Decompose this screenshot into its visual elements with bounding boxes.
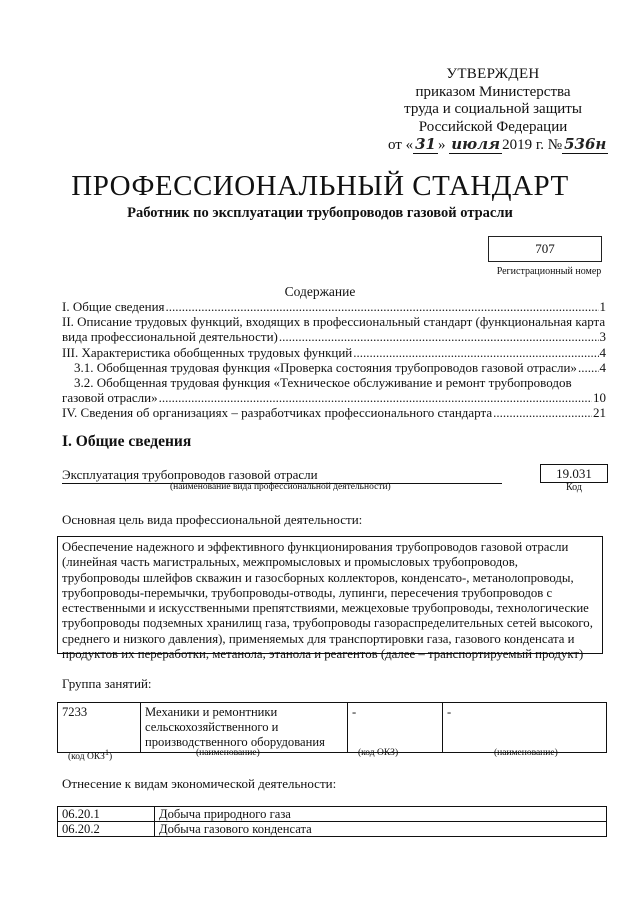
approval-line-ministry: труда и социальной защиты: [404, 101, 582, 117]
caption-name-2: (наименование): [494, 748, 558, 758]
date-prefix: от «: [388, 137, 414, 153]
okved-name-cell: Добыча газового конденсата: [155, 822, 607, 837]
date-month: июля: [451, 135, 501, 153]
date-year: 2019 г. №: [502, 137, 563, 153]
toc-item[interactable]: 3.1. Обобщенная трудовая функция «Проверка состояния трубопроводов газовой отрасли» ..... 4: [62, 360, 606, 375]
table-row: [58, 807, 607, 822]
goal-text-box: Обеспечение надежного и эффективного функционирования трубопроводов газовой отрасли (линейная часть магистральных, межпромысловых и промысловых трубопроводов, трубопроводы шлейфов скважин и газосборных коллекторов, конденсато-, метанолопроводы, трубопроводы-перемычки, трубопроводы-отводы, лупинги, пересечения трубопроводов с естественными и искусственными препятствиями, межцеховые трубопроводы, технологические трубопроводы подземных хранилищ газа, трубопроводы газораспределительных сетей высокого, среднего и низкого давления), применяемых для транспортировки газа, газового конденсата и продуктов их переработки, метанола, этанола и реагентов (далее – транспортируемый продукт): [57, 536, 603, 654]
document-title: ПРОФЕССИОНАЛЬНЫЙ СТАНДАРТ: [71, 170, 569, 202]
okz-code-cell-2: -: [348, 703, 443, 753]
table-row: [58, 822, 607, 837]
toc-item[interactable]: 3.2. Обобщенная трудовая функция «Техническое обслуживание и ремонт трубопроводов газовой отрасли» ..... 10: [62, 375, 606, 405]
document-subtitle: Работник по эксплуатации трубопроводов газовой отрасли: [127, 205, 513, 221]
registration-number-box: 707: [488, 236, 602, 262]
approval-line-country: Российской Федерации: [418, 118, 568, 135]
table-of-contents: [62, 299, 606, 421]
activity-caption: (наименование вида профессиональной деятельности): [170, 482, 391, 492]
activity-name: Эксплуатация трубопроводов газовой отрасли: [62, 467, 502, 484]
order-number: 536н: [564, 135, 607, 153]
econ-activity-label: Отнесение к видам экономической деятельности:: [62, 776, 337, 791]
caption-name: (наименование): [196, 748, 260, 758]
okved-code-cell: 06.20.2: [58, 822, 155, 837]
occupation-group-table: [57, 702, 607, 753]
approval-line-order: приказом Министерства: [415, 83, 571, 100]
econ-activity-table: [57, 806, 607, 837]
okz-code-cell: 7233: [58, 703, 141, 753]
activity-code-box: 19.031: [540, 464, 608, 483]
approval-block: [388, 66, 607, 155]
section-heading: I. Общие сведения: [62, 433, 192, 450]
code-caption: Код: [566, 482, 582, 493]
toc-heading: Содержание: [284, 284, 356, 299]
toc-item[interactable]: III. Характеристика обобщенных трудовых функций ..... 4: [62, 345, 606, 360]
approval-title: УТВЕРЖДЕН: [446, 66, 540, 82]
caption-okz-code: (код ОКЗ$^1$): [68, 748, 113, 763]
group-label: Группа занятий:: [62, 676, 152, 691]
approval-date-line: [388, 135, 607, 155]
toc-item[interactable]: I. Общие сведения ..... 1: [62, 299, 606, 314]
okved-code-cell: 06.20.1: [58, 807, 155, 822]
goal-label: Основная цель вида профессиональной деятельности:: [62, 512, 363, 527]
table-row: [58, 703, 607, 753]
caption-okz-code-2: (код ОКЗ): [358, 748, 399, 758]
toc-item[interactable]: II. Описание трудовых функций, входящих в профессиональный стандарт (функциональная карта вида профессиональной деятельности) ..... 3: [62, 314, 606, 344]
date-mid: »: [437, 137, 446, 153]
toc-item[interactable]: IV. Сведения об организациях – разработчиках профессионального стандарта ..... 21: [62, 405, 606, 420]
date-day: 31: [415, 135, 436, 153]
okz-name-cell: Механики и ремонтники сельскохозяйственного и производственного оборудования: [141, 703, 348, 753]
okved-name-cell: Добыча природного газа: [155, 807, 607, 822]
registration-label: Регистрационный номер: [496, 266, 602, 277]
okz-name-cell-2: -: [443, 703, 607, 753]
